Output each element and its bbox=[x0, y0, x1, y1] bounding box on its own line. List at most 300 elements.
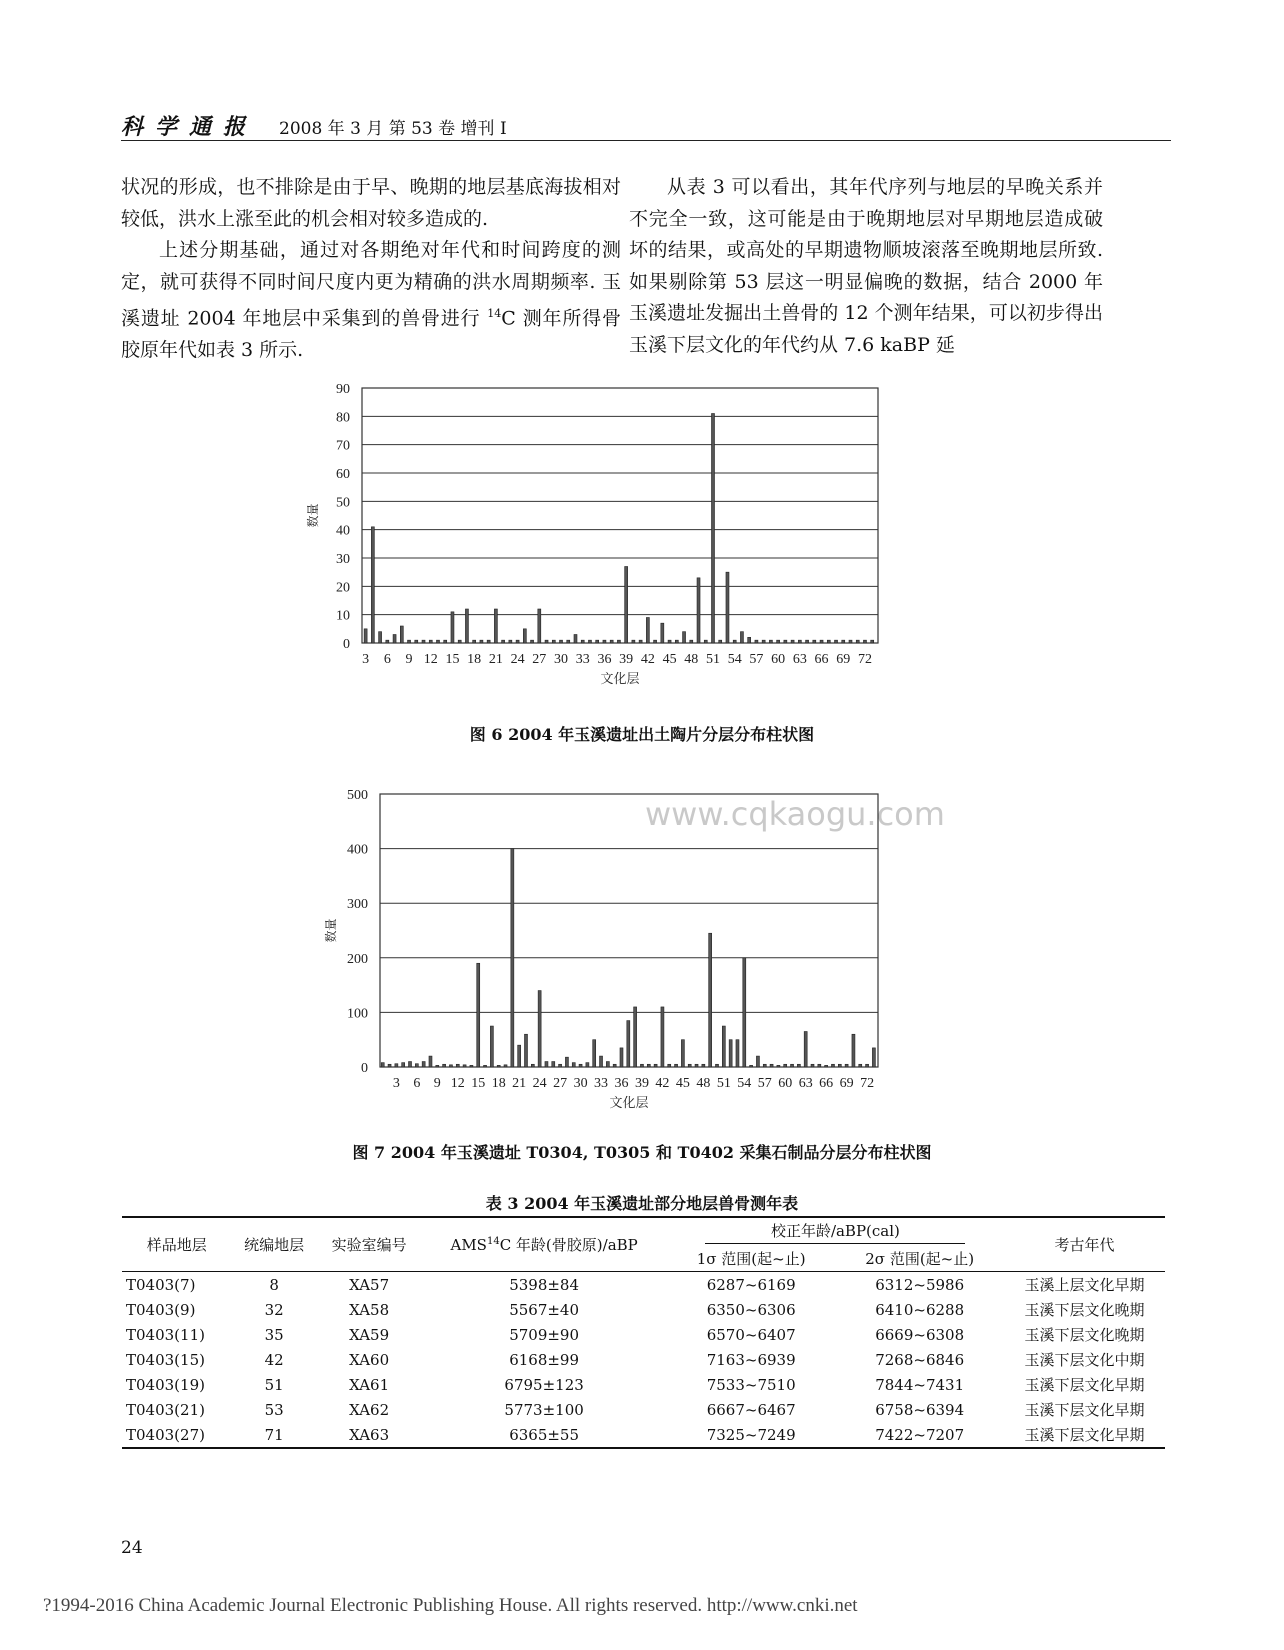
bar bbox=[574, 635, 577, 644]
table-cell-lab: XA57 bbox=[349, 1275, 390, 1294]
bar bbox=[504, 1065, 507, 1067]
x-tick-label: 18 bbox=[491, 1076, 506, 1091]
table-cell-sample: T0403(11) bbox=[126, 1325, 205, 1344]
col-header-sample: 样品地层 bbox=[122, 1217, 231, 1272]
bar bbox=[791, 1064, 794, 1067]
bar bbox=[654, 640, 657, 643]
bar bbox=[490, 1026, 493, 1067]
bar bbox=[769, 640, 772, 643]
page-number: 24 bbox=[121, 1538, 143, 1558]
table-cell-s2: 6758~6394 bbox=[875, 1400, 965, 1419]
bar bbox=[586, 1063, 589, 1067]
bar bbox=[668, 1064, 671, 1067]
bar bbox=[545, 640, 548, 643]
bar bbox=[560, 640, 563, 643]
bar bbox=[859, 1064, 862, 1067]
table-cell-layer: 51 bbox=[264, 1375, 284, 1394]
y-tick-label: 90 bbox=[336, 382, 350, 397]
table-row bbox=[122, 1297, 1165, 1322]
col-header-lab: 实验室编号 bbox=[317, 1217, 421, 1272]
bar bbox=[470, 1065, 473, 1067]
copyright-footer: ?1994-2016 China Academic Journal Electronic Publishing House. All rights reserved. http://www.cnki.net bbox=[43, 1595, 858, 1616]
x-tick-label: 72 bbox=[857, 652, 872, 667]
bar bbox=[838, 1064, 841, 1067]
bar bbox=[463, 1065, 466, 1067]
x-tick-label: 6 bbox=[413, 1076, 421, 1091]
bar bbox=[627, 1021, 630, 1067]
bar bbox=[777, 640, 780, 643]
x-tick-label: 15 bbox=[471, 1076, 486, 1091]
bar bbox=[402, 1063, 405, 1067]
bar bbox=[711, 414, 714, 644]
table-cell-period: 玉溪下层文化中期 bbox=[1024, 1351, 1145, 1369]
y-tick-label: 500 bbox=[347, 788, 368, 803]
table-cell-s2: 7422~7207 bbox=[835, 1422, 1004, 1448]
bar bbox=[736, 1040, 739, 1067]
x-tick-label: 30 bbox=[554, 652, 569, 667]
col-header-layer: 统编地层 bbox=[231, 1217, 317, 1272]
table-cell-layer: 53 bbox=[264, 1400, 284, 1419]
bar bbox=[487, 640, 490, 643]
superscript-14: 14 bbox=[487, 307, 502, 320]
x-tick-label: 45 bbox=[675, 1076, 690, 1091]
col-header-sigma1: 1σ 范围(起~止) bbox=[667, 1246, 836, 1272]
issue-info: 2008 年 3 月 第 53 卷 增刊 I bbox=[279, 119, 507, 139]
y-tick-label: 300 bbox=[347, 897, 368, 913]
bar bbox=[494, 609, 497, 643]
bar bbox=[702, 1064, 705, 1067]
bar bbox=[509, 640, 512, 643]
bar bbox=[456, 1064, 459, 1067]
x-tick-label: 9 bbox=[433, 1076, 441, 1091]
bar bbox=[593, 1040, 596, 1067]
watermark: www.cqkaogu.com bbox=[645, 795, 945, 833]
y-tick-label: 100 bbox=[347, 1006, 368, 1022]
left-paragraph-2-text: 上述分期基础，通过对各期绝对年代和时间跨度的测定，就可获得不同时间尺度内更为精确的洪水周期频率. 玉溪遗址 2004 年地层中采集到的兽骨进行 bbox=[121, 239, 621, 330]
bar bbox=[613, 1064, 616, 1067]
table-cell-sample: T0403(27) bbox=[122, 1422, 231, 1448]
journal-logo: 科学通报 bbox=[121, 114, 258, 140]
x-tick-label: 18 bbox=[467, 652, 482, 667]
bar bbox=[552, 640, 555, 643]
y-tick-label: 40 bbox=[336, 523, 350, 539]
x-tick-label: 48 bbox=[684, 652, 699, 667]
bar bbox=[415, 1064, 418, 1067]
table-cell-s1: 7163~6939 bbox=[706, 1350, 796, 1369]
bar bbox=[681, 1040, 684, 1067]
table-cell-sample: T0403(19) bbox=[126, 1375, 205, 1394]
x-tick-label: 21 bbox=[512, 1076, 527, 1091]
col-header-ams bbox=[421, 1217, 667, 1272]
col-header-calibrated bbox=[667, 1217, 1004, 1246]
bar bbox=[704, 640, 707, 643]
bar bbox=[415, 640, 418, 643]
table-cell-period: 玉溪下层文化早期 bbox=[1024, 1401, 1145, 1419]
bar bbox=[545, 1062, 548, 1067]
bar bbox=[668, 640, 671, 643]
table-cell-sample: T0403(9) bbox=[126, 1300, 196, 1319]
table-cell-s2: 7844~7431 bbox=[875, 1375, 965, 1394]
bar bbox=[811, 1064, 814, 1067]
table-cell-s1: 7325~7249 bbox=[667, 1422, 836, 1448]
bar bbox=[393, 635, 396, 644]
bar bbox=[502, 640, 505, 643]
x-tick-label: 3 bbox=[392, 1076, 400, 1091]
x-tick-label: 39 bbox=[634, 1076, 649, 1091]
bar bbox=[458, 640, 461, 643]
table-3-caption: 表 3 2004 年玉溪遗址部分地层兽骨测年表 bbox=[485, 1194, 799, 1213]
x-tick-label: 36 bbox=[614, 1076, 629, 1091]
y-tick-label: 0 bbox=[343, 637, 350, 652]
bar bbox=[716, 1064, 719, 1067]
bar bbox=[639, 640, 642, 643]
x-tick-label: 63 bbox=[792, 652, 807, 667]
bar bbox=[777, 1065, 780, 1067]
bar bbox=[600, 1056, 603, 1067]
bar bbox=[625, 567, 628, 644]
figure-6-chart bbox=[300, 378, 900, 698]
table-cell-lab: XA63 bbox=[317, 1422, 421, 1448]
y-tick-label: 20 bbox=[336, 580, 350, 596]
bar bbox=[444, 640, 447, 643]
y-tick-label: 400 bbox=[347, 842, 368, 858]
bar bbox=[465, 609, 468, 643]
bar bbox=[379, 632, 382, 643]
bar bbox=[449, 1065, 452, 1067]
bar bbox=[798, 640, 801, 643]
bar bbox=[538, 609, 541, 643]
x-tick-label: 66 bbox=[814, 652, 829, 667]
calibrated-label: 校正年龄/aBP(cal) bbox=[705, 1220, 965, 1244]
bar bbox=[400, 626, 403, 643]
bar bbox=[797, 1064, 800, 1067]
table-cell-period: 玉溪下层文化晚期 bbox=[1024, 1301, 1145, 1319]
bar bbox=[603, 640, 606, 643]
bar bbox=[804, 1032, 807, 1067]
x-axis-label: 文化层 bbox=[600, 671, 640, 686]
bar bbox=[565, 1057, 568, 1067]
bar bbox=[871, 640, 874, 643]
y-tick-label: 50 bbox=[336, 495, 350, 511]
bar bbox=[429, 640, 432, 643]
table-cell-ams: 6795±123 bbox=[504, 1375, 584, 1394]
y-tick-label: 200 bbox=[347, 951, 368, 967]
bar bbox=[831, 1064, 834, 1067]
y-tick-label: 70 bbox=[336, 438, 350, 454]
bar bbox=[620, 1048, 623, 1067]
table-cell-lab: XA58 bbox=[349, 1300, 390, 1319]
right-column bbox=[629, 172, 1103, 361]
left-paragraph-1: 状况的形成，也不排除是由于早、晚期的地层基底海拔相对较低，洪水上涨至此的机会相对较多造成的. bbox=[121, 176, 621, 230]
bar bbox=[443, 1064, 446, 1067]
bar bbox=[748, 637, 751, 643]
table-cell-layer: 71 bbox=[231, 1422, 317, 1448]
x-tick-label: 63 bbox=[798, 1076, 813, 1091]
bar bbox=[835, 640, 838, 643]
table-cell-period: 玉溪上层文化早期 bbox=[1024, 1276, 1145, 1294]
bar bbox=[852, 1034, 855, 1067]
bar bbox=[531, 640, 534, 643]
bar bbox=[756, 1056, 759, 1067]
left-paragraph-2-tail: C 测年所得骨胶原年代如表 3 所示. bbox=[121, 307, 621, 361]
table-cell-ams: 6365±55 bbox=[421, 1422, 667, 1448]
table-row bbox=[122, 1422, 1165, 1448]
bar bbox=[845, 1064, 848, 1067]
bar bbox=[719, 640, 722, 643]
bar bbox=[661, 623, 664, 643]
bar bbox=[632, 640, 635, 643]
bar bbox=[567, 640, 570, 643]
bar bbox=[849, 640, 852, 643]
table-cell-sample: T0403(15) bbox=[126, 1350, 205, 1369]
bar bbox=[640, 1064, 643, 1067]
bar bbox=[688, 1064, 691, 1067]
table-row bbox=[122, 1347, 1165, 1372]
bar bbox=[784, 640, 787, 643]
bar bbox=[856, 640, 859, 643]
x-tick-label: 30 bbox=[573, 1076, 588, 1091]
table-cell-s1: 7533~7510 bbox=[706, 1375, 796, 1394]
left-column bbox=[121, 172, 621, 366]
x-tick-label: 42 bbox=[655, 1076, 670, 1091]
table-cell-s2: 6410~6288 bbox=[875, 1300, 965, 1319]
bar bbox=[596, 640, 599, 643]
bar bbox=[733, 640, 736, 643]
bar bbox=[825, 1065, 828, 1067]
y-tick-label: 60 bbox=[336, 467, 350, 482]
bar bbox=[646, 618, 649, 644]
x-tick-label: 33 bbox=[594, 1076, 609, 1091]
bar bbox=[610, 640, 613, 643]
x-tick-label: 66 bbox=[819, 1076, 834, 1091]
bar bbox=[572, 1063, 575, 1067]
ams-sup: 14 bbox=[486, 1236, 500, 1247]
table-cell-s2: 7268~6846 bbox=[875, 1350, 965, 1369]
y-axis-label: 数量 bbox=[324, 918, 338, 943]
ams-label: AMS bbox=[450, 1236, 487, 1254]
table-cell-s1: 6570~6407 bbox=[706, 1325, 796, 1344]
x-tick-label: 24 bbox=[510, 652, 525, 667]
x-tick-label: 54 bbox=[737, 1076, 752, 1091]
bar bbox=[531, 1064, 534, 1067]
table-cell-ams: 5773±100 bbox=[504, 1400, 584, 1419]
bar bbox=[371, 527, 374, 643]
x-tick-label: 21 bbox=[488, 652, 503, 667]
table-cell-layer: 42 bbox=[264, 1350, 284, 1369]
x-tick-label: 51 bbox=[716, 1076, 731, 1091]
bar bbox=[524, 1034, 527, 1067]
bar bbox=[675, 1064, 678, 1067]
table-cell-ams: 5398±84 bbox=[509, 1275, 580, 1294]
table-3 bbox=[122, 1216, 1165, 1449]
table-cell-ams: 6168±99 bbox=[509, 1350, 580, 1369]
bar bbox=[690, 640, 693, 643]
x-tick-label: 51 bbox=[705, 652, 720, 667]
table-cell-lab: XA62 bbox=[349, 1400, 390, 1419]
bar bbox=[552, 1062, 555, 1067]
table-cell-period: 玉溪下层文化早期 bbox=[1004, 1422, 1165, 1448]
bar bbox=[606, 1062, 609, 1067]
table-cell-s2: 6312~5986 bbox=[875, 1275, 965, 1294]
x-tick-label: 12 bbox=[423, 652, 438, 667]
bar bbox=[818, 1064, 821, 1067]
bar bbox=[872, 1048, 875, 1067]
x-tick-label: 36 bbox=[597, 652, 612, 667]
bar bbox=[654, 1064, 657, 1067]
bar bbox=[661, 1007, 664, 1067]
table-cell-s2: 6669~6308 bbox=[875, 1325, 965, 1344]
y-tick-label: 30 bbox=[336, 552, 350, 567]
table-cell-period: 玉溪下层文化早期 bbox=[1024, 1376, 1145, 1394]
bar bbox=[518, 1045, 521, 1067]
figure-6-caption: 图 6 2004 年玉溪遗址出土陶片分层分布柱状图 bbox=[469, 725, 815, 744]
bar bbox=[422, 1062, 425, 1067]
x-tick-label: 45 bbox=[662, 652, 677, 667]
col-header-period: 考古年代 bbox=[1004, 1217, 1165, 1272]
bar bbox=[408, 640, 411, 643]
x-tick-label: 69 bbox=[836, 652, 851, 667]
table-row bbox=[122, 1372, 1165, 1397]
right-paragraph-1: 从表 3 可以看出，其年代序列与地层的早晚关系并不完全一致，这可能是由于晚期地层对早期地层造成破坏的结果，或高处的早期遗物顺坡滚落至晚期地层所致. 如果剔除第 53 层这一明显偏晚的数据，结合 2000 年玉溪遗址发掘出土兽骨的 12 个测年结果，可以初步得出玉溪下层文化的年代约从 7.6 kaBP 延 bbox=[629, 176, 1103, 356]
bar bbox=[436, 640, 439, 643]
table-row bbox=[122, 1322, 1165, 1347]
x-tick-label: 54 bbox=[727, 652, 742, 667]
x-tick-label: 15 bbox=[445, 652, 460, 667]
bar bbox=[763, 1064, 766, 1067]
table-cell-ams: 5709±90 bbox=[509, 1325, 580, 1344]
bar bbox=[770, 1064, 773, 1067]
bar bbox=[581, 640, 584, 643]
bar bbox=[388, 1064, 391, 1067]
bar bbox=[429, 1056, 432, 1067]
y-tick-label: 80 bbox=[336, 410, 350, 426]
bar bbox=[755, 640, 758, 643]
table-cell-layer: 32 bbox=[264, 1300, 284, 1319]
bar bbox=[480, 640, 483, 643]
table-cell-lab: XA60 bbox=[349, 1350, 390, 1369]
bar bbox=[709, 933, 712, 1067]
figure-7-chart bbox=[300, 780, 900, 1125]
x-axis-label: 文化层 bbox=[609, 1095, 649, 1110]
bar bbox=[842, 640, 845, 643]
y-tick-label: 0 bbox=[361, 1061, 368, 1076]
table-cell-ams: 5567±40 bbox=[509, 1300, 580, 1319]
x-tick-label: 9 bbox=[405, 652, 413, 667]
bar bbox=[743, 958, 746, 1067]
bar bbox=[523, 629, 526, 643]
table-cell-lab: XA61 bbox=[349, 1375, 390, 1394]
ams-label-tail: C 年龄(骨胶原)/aBP bbox=[499, 1236, 638, 1254]
bar bbox=[386, 640, 389, 643]
bar bbox=[740, 632, 743, 643]
table-cell-sample: T0403(21) bbox=[126, 1400, 205, 1419]
left-paragraph-2 bbox=[121, 235, 621, 366]
x-tick-label: 33 bbox=[575, 652, 590, 667]
x-tick-label: 48 bbox=[696, 1076, 711, 1091]
bar bbox=[784, 1064, 787, 1067]
table-cell-layer: 35 bbox=[264, 1325, 284, 1344]
y-axis-label: 数量 bbox=[306, 503, 320, 528]
table-cell-s1: 6350~6306 bbox=[706, 1300, 796, 1319]
bar bbox=[538, 991, 541, 1067]
bar bbox=[579, 1064, 582, 1067]
bar bbox=[634, 1007, 637, 1067]
bar bbox=[559, 1064, 562, 1067]
plot-frame bbox=[362, 388, 878, 643]
bar bbox=[395, 1064, 398, 1067]
x-tick-label: 60 bbox=[771, 652, 786, 667]
x-tick-label: 27 bbox=[553, 1076, 568, 1091]
y-tick-label: 10 bbox=[336, 608, 350, 624]
x-tick-label: 39 bbox=[619, 652, 634, 667]
running-header bbox=[121, 108, 1171, 141]
bar bbox=[516, 640, 519, 643]
bar bbox=[791, 640, 794, 643]
bar bbox=[451, 612, 454, 643]
bar bbox=[762, 640, 765, 643]
x-tick-label: 69 bbox=[839, 1076, 854, 1091]
bar bbox=[477, 963, 480, 1067]
bar bbox=[497, 1065, 500, 1067]
bar bbox=[409, 1062, 412, 1067]
x-tick-label: 6 bbox=[383, 652, 391, 667]
table-cell-lab: XA59 bbox=[349, 1325, 390, 1344]
bar bbox=[750, 1065, 753, 1067]
bar bbox=[647, 1064, 650, 1067]
bar bbox=[813, 640, 816, 643]
x-tick-label: 60 bbox=[778, 1076, 793, 1091]
bar bbox=[695, 1064, 698, 1067]
x-tick-label: 57 bbox=[749, 652, 764, 667]
bar bbox=[683, 632, 686, 643]
bar bbox=[827, 640, 830, 643]
bar bbox=[511, 849, 514, 1067]
figure-7-caption: 图 7 2004 年玉溪遗址 T0304, T0305 和 T0402 采集石制品分层分布柱状图 bbox=[352, 1143, 932, 1162]
col-header-sigma2: 2σ 范围(起~止) bbox=[835, 1246, 1004, 1272]
bar bbox=[722, 1026, 725, 1067]
bar bbox=[364, 629, 367, 643]
table-cell-sample: T0403(7) bbox=[126, 1275, 196, 1294]
bar bbox=[588, 640, 591, 643]
bar bbox=[381, 1063, 384, 1067]
table-row bbox=[122, 1272, 1165, 1298]
table-cell-period: 玉溪下层文化晚期 bbox=[1024, 1326, 1145, 1344]
bar bbox=[866, 1064, 869, 1067]
x-tick-label: 3 bbox=[362, 652, 370, 667]
table-row bbox=[122, 1397, 1165, 1422]
bar bbox=[726, 572, 729, 643]
bar bbox=[697, 578, 700, 643]
bar bbox=[422, 640, 425, 643]
bar bbox=[675, 640, 678, 643]
bar bbox=[484, 1065, 487, 1067]
bar bbox=[863, 640, 866, 643]
x-tick-label: 57 bbox=[757, 1076, 772, 1091]
bar bbox=[473, 640, 476, 643]
x-tick-label: 24 bbox=[532, 1076, 547, 1091]
x-tick-label: 72 bbox=[860, 1076, 875, 1091]
bar bbox=[436, 1065, 439, 1067]
table-cell-s1: 6287~6169 bbox=[706, 1275, 796, 1294]
x-tick-label: 42 bbox=[640, 652, 655, 667]
bar bbox=[617, 640, 620, 643]
bar bbox=[806, 640, 809, 643]
x-tick-label: 27 bbox=[532, 652, 547, 667]
x-tick-label: 12 bbox=[450, 1076, 465, 1091]
table-cell-s1: 6667~6467 bbox=[706, 1400, 796, 1419]
table-cell-layer: 8 bbox=[269, 1275, 279, 1294]
bar bbox=[729, 1040, 732, 1067]
